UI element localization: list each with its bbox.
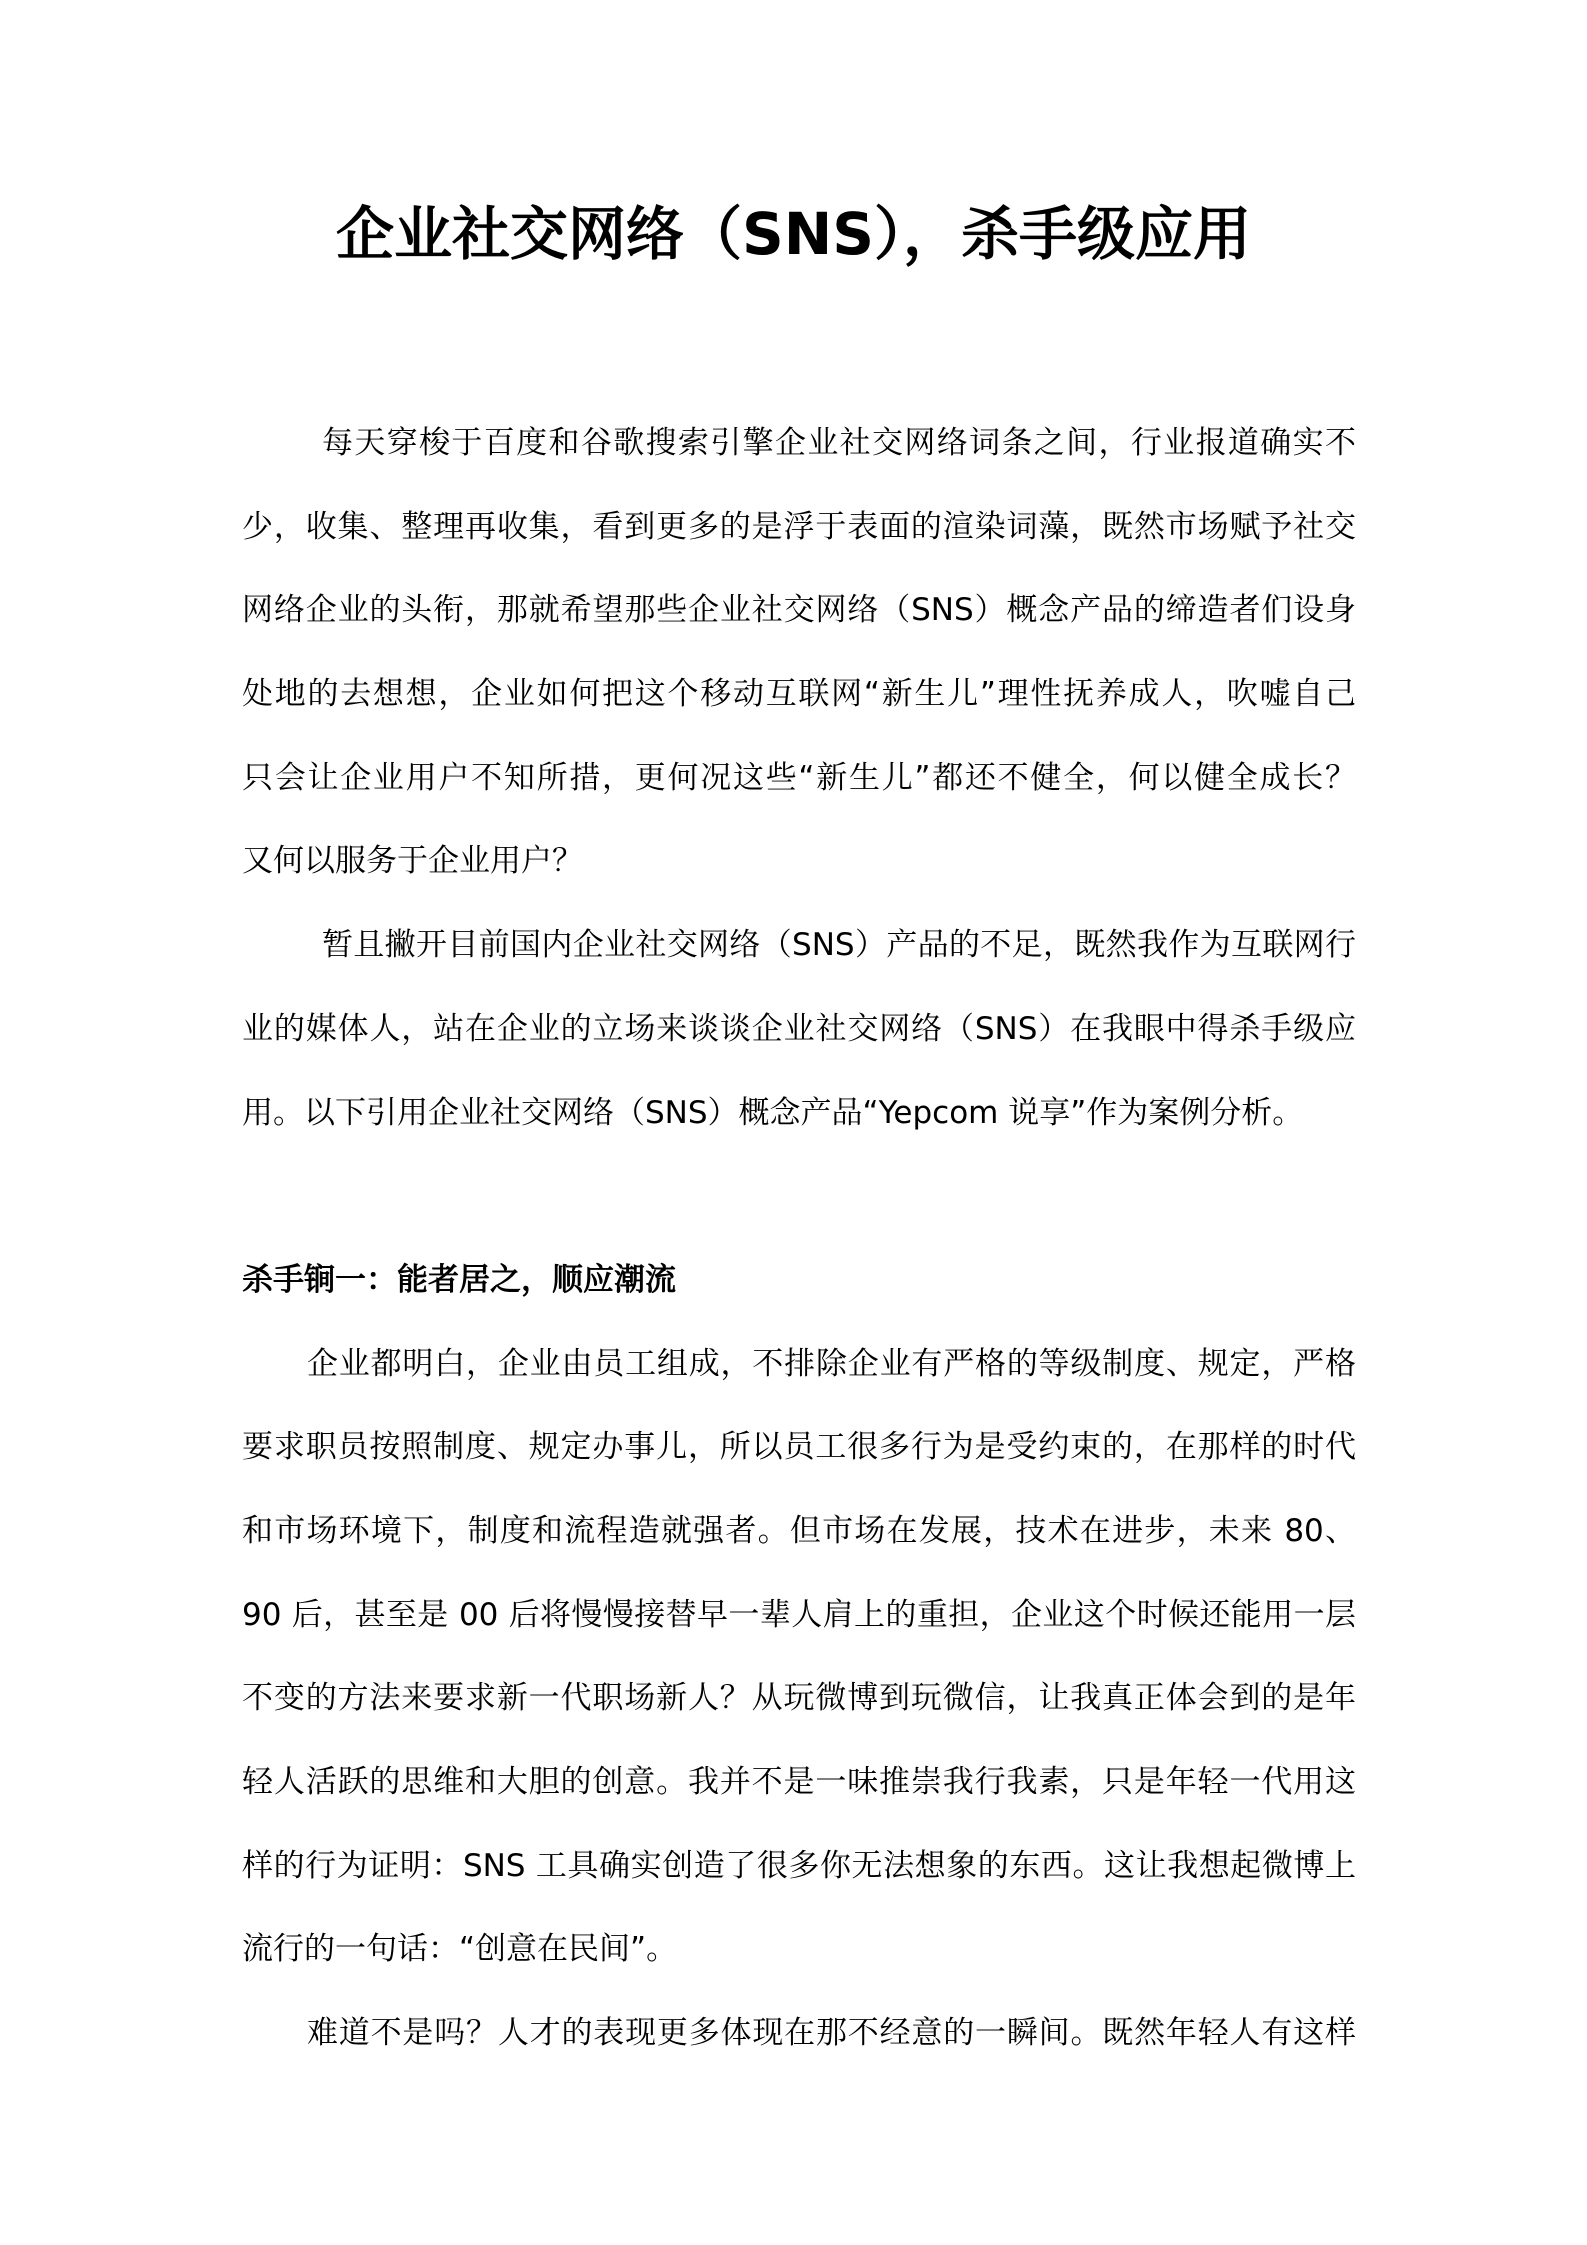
blank-line bbox=[242, 1155, 1356, 1239]
text-line: 每天穿梭于百度和谷歌搜索引擎企业社交网络词条之间，行业报道确实不 bbox=[322, 425, 1356, 461]
text-line: 样的行为证明：SNS 工具确实创造了很多你无法想象的东西。这让我想起微博上 bbox=[242, 1847, 1356, 1884]
paragraph-section-1 bbox=[242, 1323, 1356, 1993]
section-heading: 杀手锏一：能者居之，顺应潮流 bbox=[242, 1261, 676, 1298]
text-line: 不变的方法来要求新一代职场新人？从玩微博到玩微信，让我真正体会到的是年 bbox=[242, 1680, 1356, 1717]
text-line: 只会让企业用户不知所措，更何况这些“新生儿”都还不健全，何以健全成长？ bbox=[242, 759, 1356, 796]
text-line: 90 后，甚至是 00 后将慢慢接替早一辈人肩上的重担，企业这个时候还能用一层 bbox=[242, 1596, 1356, 1633]
text-line: 流行的一句话：“创意在民间”。 bbox=[242, 1931, 678, 1968]
text-line: 暂且撇开目前国内企业社交网络（SNS）产品的不足，既然我作为互联网行 bbox=[322, 927, 1356, 964]
text-line: 和市场环境下，制度和流程造就强者。但市场在发展，技术在进步，未来 80、 bbox=[242, 1512, 1356, 1549]
paragraph-intro bbox=[242, 402, 1356, 904]
text-line: 用。以下引用企业社交网络（SNS）概念产品“Yepcom 说享”作为案例分析。 bbox=[242, 1094, 1304, 1131]
document-title: 企业社交网络（SNS），杀手级应用 bbox=[335, 200, 1252, 268]
text-line: 网络企业的头衔，那就希望那些企业社交网络（SNS）概念产品的缔造者们设身 bbox=[242, 592, 1356, 629]
paragraph-case bbox=[242, 904, 1356, 1155]
text-line: 又何以服务于企业用户？ bbox=[242, 843, 583, 880]
document-body bbox=[242, 402, 1356, 2076]
text-line: 业的媒体人，站在企业的立场来谈谈企业社交网络（SNS）在我眼中得杀手级应 bbox=[242, 1010, 1356, 1047]
text-line: 难道不是吗？人才的表现更多体现在那不经意的一瞬间。既然年轻人有这样 bbox=[307, 2015, 1356, 2052]
text-line: 少，收集、整理再收集，看到更多的是浮于表面的渲染词藻，既然市场赋予社交 bbox=[242, 508, 1356, 545]
paragraph-section-2 bbox=[242, 1992, 1356, 2076]
text-line: 企业都明白，企业由员工组成，不排除企业有严格的等级制度、规定，严格 bbox=[307, 1345, 1356, 1382]
text-line: 处地的去想想，企业如何把这个移动互联网“新生儿”理性抚养成人，吹嘘自己 bbox=[242, 676, 1356, 713]
text-line: 轻人活跃的思维和大胆的创意。我并不是一味推崇我行我素，只是年轻一代用这 bbox=[242, 1764, 1356, 1800]
text-line: 要求职员按照制度、规定办事儿，所以员工很多行为是受约束的，在那样的时代 bbox=[242, 1429, 1356, 1466]
